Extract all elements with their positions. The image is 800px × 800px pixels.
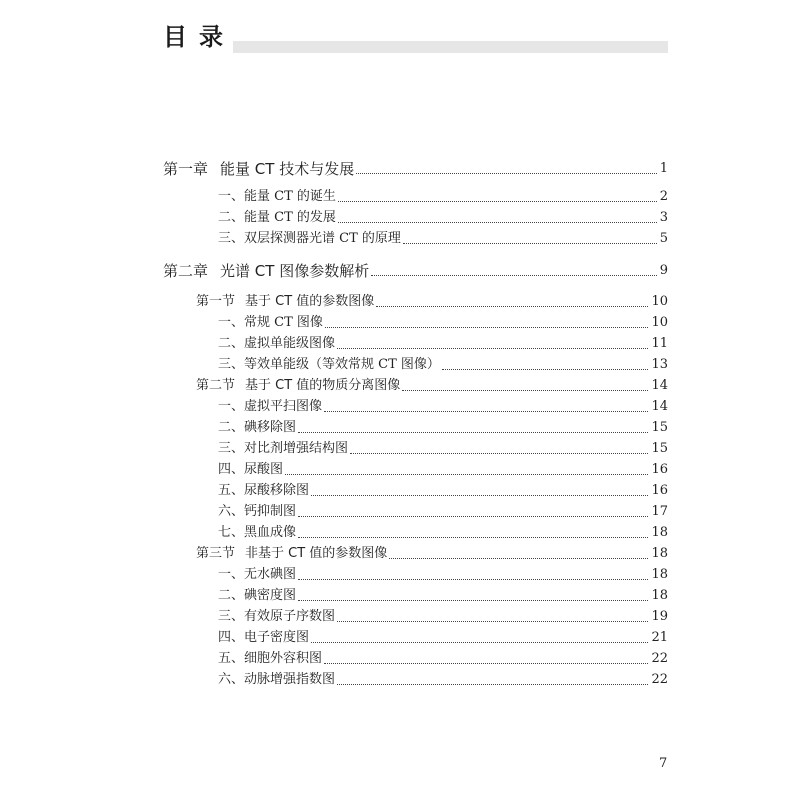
toc-entry-title: 尿酸移除图 bbox=[244, 483, 310, 498]
toc-item bbox=[218, 480, 668, 500]
toc-item bbox=[218, 396, 668, 416]
dot-leader bbox=[298, 536, 648, 538]
toc-entry-label bbox=[218, 335, 335, 353]
toc-entry-label bbox=[218, 230, 401, 248]
dot-leader bbox=[338, 221, 657, 223]
toc-entry-number: 五、 bbox=[218, 483, 245, 498]
toc-entry-number: 第二章 bbox=[163, 262, 209, 280]
toc-entry-title: 虚拟单能级图像 bbox=[244, 336, 336, 351]
dot-leader bbox=[376, 305, 648, 307]
toc-entry-page: 18 bbox=[651, 546, 668, 561]
toc-entry-page: 13 bbox=[651, 357, 668, 372]
toc-entry-page: 3 bbox=[659, 210, 668, 225]
toc-entry-number: 七、 bbox=[218, 525, 245, 540]
toc-entry-label bbox=[218, 524, 296, 542]
toc-chapter bbox=[163, 158, 668, 178]
toc-entry-page: 10 bbox=[651, 294, 668, 309]
toc-entry-label bbox=[218, 671, 335, 689]
toc-entry-number: 四、 bbox=[218, 630, 245, 645]
toc-item bbox=[218, 501, 668, 521]
toc-entry-label bbox=[196, 377, 400, 395]
toc-item bbox=[218, 228, 668, 248]
toc-entry-label bbox=[196, 293, 374, 311]
toc-entry-title: 基于 CT 值的物质分离图像 bbox=[245, 378, 401, 393]
toc-entry-page: 22 bbox=[651, 651, 668, 666]
toc-entry-number: 三、 bbox=[218, 609, 245, 624]
toc-entry-number: 三、 bbox=[218, 231, 245, 246]
toc-item bbox=[218, 522, 668, 542]
toc-item bbox=[218, 186, 668, 206]
toc-item bbox=[218, 606, 668, 626]
toc-entry-page: 21 bbox=[651, 630, 668, 645]
toc-entry-label bbox=[218, 566, 296, 584]
toc-entry-page: 19 bbox=[651, 609, 668, 624]
toc-entry-page: 16 bbox=[651, 483, 668, 498]
toc-section bbox=[196, 375, 668, 395]
dot-leader bbox=[356, 172, 657, 174]
toc-entry-label bbox=[218, 608, 335, 626]
toc-entry-title: 虚拟平扫图像 bbox=[244, 399, 323, 414]
toc-entry-label bbox=[218, 482, 309, 500]
dot-leader bbox=[325, 326, 649, 328]
toc-entry-number: 第一节 bbox=[196, 294, 236, 309]
page-title: 目录 bbox=[163, 23, 235, 51]
toc-entry-title: 无水碘图 bbox=[244, 567, 297, 582]
toc-entry-title: 基于 CT 值的参数图像 bbox=[245, 294, 375, 309]
toc-entry-page: 15 bbox=[651, 441, 668, 456]
toc-entry-page: 11 bbox=[651, 336, 668, 351]
toc-entry-number: 三、 bbox=[218, 441, 245, 456]
dot-leader bbox=[311, 641, 648, 643]
toc-section bbox=[196, 291, 668, 311]
toc-entry-page: 16 bbox=[651, 462, 668, 477]
toc-entry-page: 17 bbox=[651, 504, 668, 519]
toc-entry-title: 能量 CT 的诞生 bbox=[244, 189, 336, 204]
toc-entry-page: 5 bbox=[659, 231, 668, 246]
dot-leader bbox=[337, 620, 648, 622]
toc-entry-label bbox=[163, 160, 354, 178]
toc-entry-label bbox=[218, 503, 296, 521]
toc-entry-title: 电子密度图 bbox=[244, 630, 310, 645]
toc-entry-number: 二、 bbox=[218, 420, 245, 435]
toc-entry-title: 能量 CT 的发展 bbox=[244, 210, 336, 225]
toc-entry-number: 二、 bbox=[218, 336, 245, 351]
toc-entry-title: 对比剂增强结构图 bbox=[244, 441, 349, 456]
toc-item bbox=[218, 207, 668, 227]
toc-entry-title: 碘移除图 bbox=[244, 420, 297, 435]
toc-entry-title: 有效原子序数图 bbox=[244, 609, 336, 624]
toc-entry-title: 非基于 CT 值的参数图像 bbox=[245, 546, 388, 561]
dot-leader bbox=[324, 662, 648, 664]
dot-leader bbox=[350, 452, 648, 454]
dot-leader bbox=[298, 599, 648, 601]
dot-leader bbox=[403, 242, 657, 244]
toc-entry-number: 四、 bbox=[218, 462, 245, 477]
dot-leader bbox=[298, 431, 648, 433]
toc-entry-title: 细胞外容积图 bbox=[244, 651, 323, 666]
toc-entry-title: 尿酸图 bbox=[244, 462, 284, 477]
toc-entry-number: 一、 bbox=[218, 399, 245, 414]
toc-entry-title: 黑血成像 bbox=[244, 525, 297, 540]
toc-entry-page: 10 bbox=[651, 315, 668, 330]
dot-leader bbox=[442, 368, 649, 370]
toc-entry-page: 22 bbox=[651, 672, 668, 687]
dot-leader bbox=[338, 200, 657, 202]
toc-entry-label bbox=[218, 209, 336, 227]
toc-chapter bbox=[163, 260, 668, 280]
toc-item bbox=[218, 564, 668, 584]
toc-entry-number: 六、 bbox=[218, 672, 245, 687]
toc-entry-page: 15 bbox=[651, 420, 668, 435]
toc-entry-number: 一、 bbox=[218, 315, 245, 330]
toc-entry-page: 1 bbox=[659, 161, 668, 176]
toc-entry-number: 一、 bbox=[218, 567, 245, 582]
toc-entry-label bbox=[218, 419, 296, 437]
dot-leader bbox=[337, 683, 648, 685]
dot-leader bbox=[311, 494, 648, 496]
toc-entry-number: 六、 bbox=[218, 504, 245, 519]
toc-item bbox=[218, 354, 668, 374]
toc-item bbox=[218, 669, 668, 689]
toc-entry-title: 动脉增强指数图 bbox=[244, 672, 336, 687]
toc-entry-label bbox=[218, 650, 322, 668]
dot-leader bbox=[402, 389, 648, 391]
dot-leader bbox=[337, 347, 648, 349]
dot-leader bbox=[324, 410, 648, 412]
toc-item bbox=[218, 417, 668, 437]
toc-entry-number: 五、 bbox=[218, 651, 245, 666]
page-number: 7 bbox=[659, 756, 668, 771]
toc-entry-label bbox=[218, 314, 323, 332]
dot-leader bbox=[389, 557, 648, 559]
toc-entry-number: 一、 bbox=[218, 189, 245, 204]
toc-entry-number: 二、 bbox=[218, 588, 245, 603]
toc-item bbox=[218, 333, 668, 353]
dot-leader bbox=[371, 274, 657, 276]
toc-entry-title: 常规 CT 图像 bbox=[244, 315, 323, 330]
toc-entry-number: 三、 bbox=[218, 357, 245, 372]
toc-entry-page: 18 bbox=[651, 588, 668, 603]
toc-entry-title: 双层探测器光谱 CT 的原理 bbox=[244, 231, 401, 246]
toc-entry-label bbox=[218, 356, 440, 374]
toc-entry-page: 9 bbox=[659, 263, 668, 278]
toc-entry-page: 14 bbox=[651, 378, 668, 393]
toc-item bbox=[218, 459, 668, 479]
dot-leader bbox=[298, 515, 648, 517]
toc-entry-title: 能量 CT 技术与发展 bbox=[220, 160, 355, 178]
toc-entry-label bbox=[218, 398, 322, 416]
toc-entry-label bbox=[218, 188, 336, 206]
toc-entry-number: 二、 bbox=[218, 210, 245, 225]
toc-section bbox=[196, 543, 668, 563]
toc-entry-number: 第三节 bbox=[196, 546, 236, 561]
toc-entry-page: 2 bbox=[659, 189, 668, 204]
dot-leader bbox=[298, 578, 648, 580]
toc-entry-page: 18 bbox=[651, 567, 668, 582]
toc-entry-number: 第二节 bbox=[196, 378, 236, 393]
toc-entry-label bbox=[218, 629, 309, 647]
toc-item bbox=[218, 312, 668, 332]
toc-entry-title: 等效单能级（等效常规 CT 图像） bbox=[244, 357, 440, 372]
toc-entry-number: 第一章 bbox=[163, 160, 209, 178]
toc-entry-label bbox=[196, 545, 387, 563]
toc-entry-label bbox=[218, 461, 283, 479]
toc-entry-page: 18 bbox=[651, 525, 668, 540]
toc-item bbox=[218, 627, 668, 647]
toc-entry-title: 钙抑制图 bbox=[244, 504, 297, 519]
dot-leader bbox=[285, 473, 648, 475]
toc-entry-label bbox=[218, 587, 296, 605]
toc-entry-label bbox=[163, 262, 369, 280]
toc-item bbox=[218, 648, 668, 668]
toc-entry-title: 碘密度图 bbox=[244, 588, 297, 603]
toc-item bbox=[218, 438, 668, 458]
toc-entry-title: 光谱 CT 图像参数解析 bbox=[220, 262, 370, 280]
toc-entry-page: 14 bbox=[651, 399, 668, 414]
toc-entry-label bbox=[218, 440, 348, 458]
toc-item bbox=[218, 585, 668, 605]
